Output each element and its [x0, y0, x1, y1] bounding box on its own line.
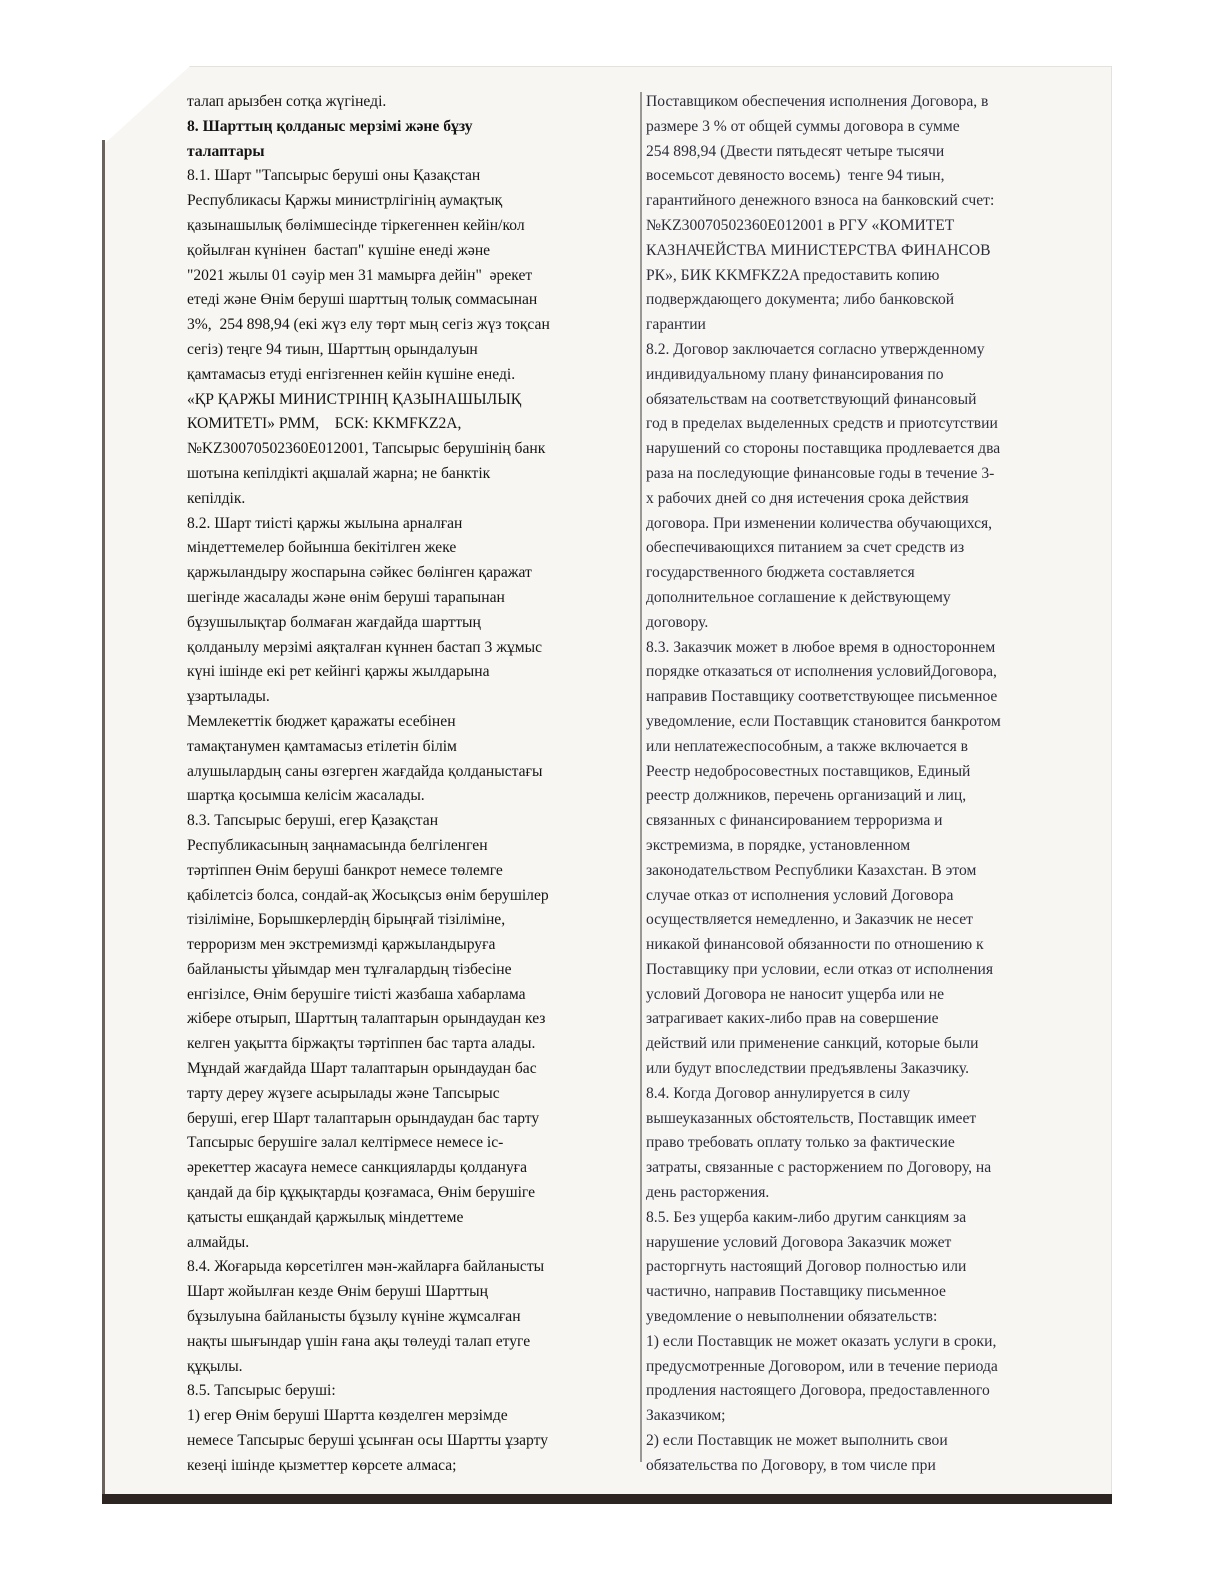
text-line: день расторжения.	[646, 1184, 770, 1202]
text-line: Шарт жойылған кезде Өнім беруші Шарттың	[187, 1283, 488, 1301]
text-line: қойылған күнінен бастап" күшіне енеді және	[187, 241, 491, 259]
text-line: 8.2. Шарт тиісті қаржы жылына арналған	[187, 514, 463, 532]
text-line: 8.4. Когда Договор аннулируется в силу	[646, 1084, 911, 1102]
text-line: етеді және Өнім беруші шарттың толық соммасынан	[187, 291, 538, 309]
text-line: гарантии	[646, 316, 706, 334]
text-line: енгізілсе, Өнім берушіге тиісті жазбаша хабарлама	[187, 985, 526, 1003]
text-line: әрекеттер жасауға немесе санкцияларды қолдануға	[187, 1159, 528, 1177]
text-line: тарту дереу жүзеге асырылады және Тапсырыс	[187, 1084, 500, 1102]
text-line: қазынашылық бөлімшесінде тіркегеннен кейін/кол	[187, 216, 525, 234]
text-line: 8.1. Шарт "Тапсырыс беруші оны Қазақстан	[187, 167, 481, 185]
text-line: РК», БИК KKMFKZ2A предоставить копию	[646, 266, 940, 284]
section-heading-line: 8. Шарттың қолданыс мерзімі және бұзу	[187, 117, 473, 135]
text-line: шотына кепілдікті ақшалай жарна; не банктік	[187, 464, 491, 482]
text-line: расторгнуть настоящий Договор полностью или	[646, 1258, 967, 1276]
text-line: вышеуказанных обстоятельств, Поставщик имеет	[646, 1109, 977, 1127]
text-line: №KZ30070502360E012001, Тапсырыс берушінің банк	[187, 440, 546, 458]
text-line: терроризм мен экстремизмді қаржыландыруға	[187, 936, 496, 954]
left-column-kazakh	[187, 90, 635, 1479]
text-line: никакой финансовой обязанности по отношению к	[646, 936, 984, 954]
text-line: бұзушылықтар болмаған жағдайда шарттың	[187, 613, 481, 631]
text-line: направив Поставщику соответствующее письменное	[646, 688, 998, 706]
text-line: немесе Тапсырыс беруші ұсынған осы Шартты ұзарту	[187, 1432, 549, 1450]
text-line: тамақтанумен қамтамасыз етілетін білім	[187, 737, 457, 755]
text-line: 1) если Поставщик не может оказать услуги в сроки,	[646, 1332, 997, 1350]
text-line: Поставщиком обеспечения исполнения Договора, в	[646, 93, 989, 110]
text-line: сегіз) теңге 94 тиын, Шарттың орындалуын	[187, 340, 478, 358]
text-line: жібере отырып, Шарттың талаптарын орындаудан кез	[187, 1010, 546, 1028]
text-line: талап арызбен сотқа жүгінеді.	[187, 93, 387, 110]
text-line: подверждающего документа; либо банковской	[646, 291, 955, 309]
text-line: қаржыландыру жоспарына сәйкес бөлінген қаражат	[187, 564, 532, 582]
text-line: шегінде жасалады және өнім беруші тарапынан	[187, 588, 505, 606]
text-line: құқылы.	[187, 1357, 243, 1375]
text-line: Мемлекеттік бюджет қаражаты есебінен	[187, 712, 456, 730]
text-line: гарантийного денежного взноса на банковский счет:	[646, 192, 995, 210]
text-line: право требовать оплату только за фактические	[646, 1134, 955, 1152]
text-line: год в пределах выделенных средств и приотсутствии	[646, 415, 998, 433]
text-line: частично, направив Поставщику письменное	[646, 1283, 946, 1301]
text-line: раза на последующие финансовые годы в течение 3-	[646, 464, 995, 482]
text-line: уведомление, если Поставщик становится банкротом	[646, 712, 1001, 730]
text-line: реестр должников, перечень организаций и лиц,	[646, 787, 967, 805]
text-line: «ҚР ҚАРЖЫ МИНИСТРІНІҢ ҚАЗЫНАШЫЛЫҚ	[187, 390, 522, 408]
column-divider	[640, 92, 642, 1462]
text-line: келген уақытта біржақты тәртіппен бас тарта алады.	[187, 1035, 536, 1053]
text-line: восемьсот девяносто восемь) тенге 94 тиын,	[646, 167, 945, 185]
text-line: действий или применение санкций, которые были	[646, 1035, 979, 1053]
text-line: КАЗНАЧЕЙСТВА МИНИСТЕРСТВА ФИНАНСОВ	[646, 241, 991, 259]
page-bottom-edge	[102, 1494, 1112, 1504]
text-line: қабілетсіз болса, сондай-ақ Жосықсыз өнім берушілер	[187, 886, 549, 904]
text-line: қатысты ешқандай қаржылық міндеттеме	[187, 1208, 464, 1226]
text-line: Мұндай жағдайда Шарт талаптарын орындаудан бас	[187, 1060, 537, 1078]
text-line: байланысты ұйымдар мен тұлғалардың тізбесіне	[187, 960, 512, 978]
text-line: кепілдік.	[187, 489, 246, 507]
text-line: обязательствам на соответствующий финансовый	[646, 390, 977, 408]
text-line: нақты шығындар үшін ғана ақы төлеуді талап етуге	[187, 1332, 531, 1350]
text-line: 8.3. Тапсырыс беруші, егер Қазақстан	[187, 812, 439, 830]
text-line: міндеттемелер бойынша бекітілген жеке	[187, 539, 457, 557]
text-line: алушылардың саны өзгерген жағдайда қолданыстағы	[187, 762, 543, 780]
text-line: 2) если Поставщик не может выполнить свои	[646, 1432, 948, 1450]
text-line: законодательством Республики Казахстан. В этом	[646, 861, 977, 879]
text-line: нарушение условий Договора Заказчик может	[646, 1233, 952, 1251]
text-line: күні ішінде екі рет кейінгі қаржы жылдарына	[187, 663, 490, 681]
text-line: затраты, связанные с расторжением по Договору, на	[646, 1159, 992, 1177]
text-line: нарушений со стороны поставщика продлевается два	[646, 440, 1001, 458]
text-line: №KZ30070502360E012001 в РГУ «КОМИТЕТ	[646, 216, 955, 234]
right-column-russian	[646, 90, 1078, 1479]
text-line: дополнительное соглашение к действующему	[646, 588, 951, 606]
text-line: 8.2. Договор заключается согласно утвержденному	[646, 340, 985, 358]
text-line: 8.5. Без ущерба каким-либо другим санкциям за	[646, 1208, 967, 1226]
text-line: осуществляется немедленно, и Заказчик не несет	[646, 911, 973, 929]
text-line: бұзылуына байланысты бұзылу күніне жұмсалған	[187, 1308, 521, 1326]
text-line: затрагивает каких-либо прав на совершение	[646, 1010, 939, 1028]
text-line: индивидуальному плану финансирования по	[646, 365, 944, 383]
text-line: қолданылу мерзімі аяқталған күннен бастап 3 жұмыс	[187, 638, 543, 656]
text-line: связанных с финансированием терроризма и	[646, 812, 943, 830]
text-line: договору.	[646, 613, 709, 631]
text-line: или будут впоследствии предъявлены Заказчику.	[646, 1060, 970, 1078]
text-line: или неплатежеспособным, а также включается в	[646, 737, 969, 755]
text-line: қамтамасыз етуді енгізгеннен кейін күшіне енеді.	[187, 365, 516, 383]
text-line: обязательства по Договору, в том числе при	[646, 1456, 936, 1474]
text-line: Поставщику при условии, если отказ от исполнения	[646, 960, 993, 978]
text-line: "2021 жылы 01 сәуір мен 31 мамырға дейін" әрекет	[187, 266, 533, 284]
text-line: 3%, 254 898,94 (екі жүз елу төрт мың сегіз жүз тоқсан	[187, 316, 550, 334]
page-edge-shadow	[102, 140, 105, 1500]
text-line: Республикасының заңнамасында белгіленген	[187, 836, 488, 854]
text-line: Республикасы Қаржы министрлігінің аумақтық	[187, 192, 503, 210]
text-line: тәртіппен Өнім беруші банкрот немесе төлемге	[187, 861, 503, 879]
text-line: 8.5. Тапсырыс беруші:	[187, 1382, 336, 1400]
text-line: қандай да бір құқықтарды қозғамаса, Өнім берушіге	[187, 1184, 536, 1202]
text-line: случае отказ от исполнения условий Договора	[646, 886, 954, 904]
text-line: уведомление о невыполнении обязательств:	[646, 1308, 938, 1326]
text-line: беруші, егер Шарт талаптарын орындаудан бас тарту	[187, 1109, 540, 1127]
text-line: Заказчиком;	[646, 1407, 726, 1425]
text-line: х рабочих дней со дня истечения срока действия	[646, 489, 969, 507]
text-line: предусмотренные Договором, или в течение периода	[646, 1357, 998, 1375]
text-line: государственного бюджета составляется	[646, 564, 915, 582]
text-line: кезеңі ішінде қызметтер көрсете алмаса;	[187, 1456, 457, 1474]
section-heading-line: талаптары	[187, 142, 265, 160]
text-line: размере 3 % от общей суммы договора в сумме	[646, 117, 960, 135]
text-line: алмайды.	[187, 1233, 250, 1251]
text-line: порядке отказаться от исполнения условийДоговора,	[646, 663, 997, 681]
text-line: Тапсырыс берушіге залал келтірмесе немесе іс-	[187, 1134, 504, 1152]
text-line: ұзартылады.	[187, 688, 270, 706]
text-line: 8.4. Жоғарыда көрсетілген мән-жайларға байланысты	[187, 1258, 545, 1276]
text-line: договора. При изменении количества обучающихся,	[646, 514, 993, 532]
text-line: обеспечивающихся питанием за счет средств из	[646, 539, 965, 557]
text-line: 8.3. Заказчик может в любое время в одностороннем	[646, 638, 996, 656]
folded-corner	[102, 66, 190, 146]
text-line: шартқа қосымша келісім жасалады.	[187, 787, 425, 805]
text-line: продления настоящего Договора, предоставленного	[646, 1382, 990, 1400]
text-line: экстремизма, в порядке, установленном	[646, 836, 911, 854]
text-line: условий Договора не наносит ущерба или не	[646, 985, 945, 1003]
text-line: Реестр недобросовестных поставщиков, Единый	[646, 762, 971, 780]
text-line: 254 898,94 (Двести пятьдесят четыре тысячи	[646, 142, 945, 160]
text-line: тізіліміне, Борышкерлердің бірыңғай тізіліміне,	[187, 911, 506, 929]
text-line: КОМИТЕТІ» РММ, БСК: KKMFKZ2A,	[187, 415, 462, 433]
text-line: 1) егер Өнім беруші Шартта көзделген мерзімде	[187, 1407, 508, 1425]
